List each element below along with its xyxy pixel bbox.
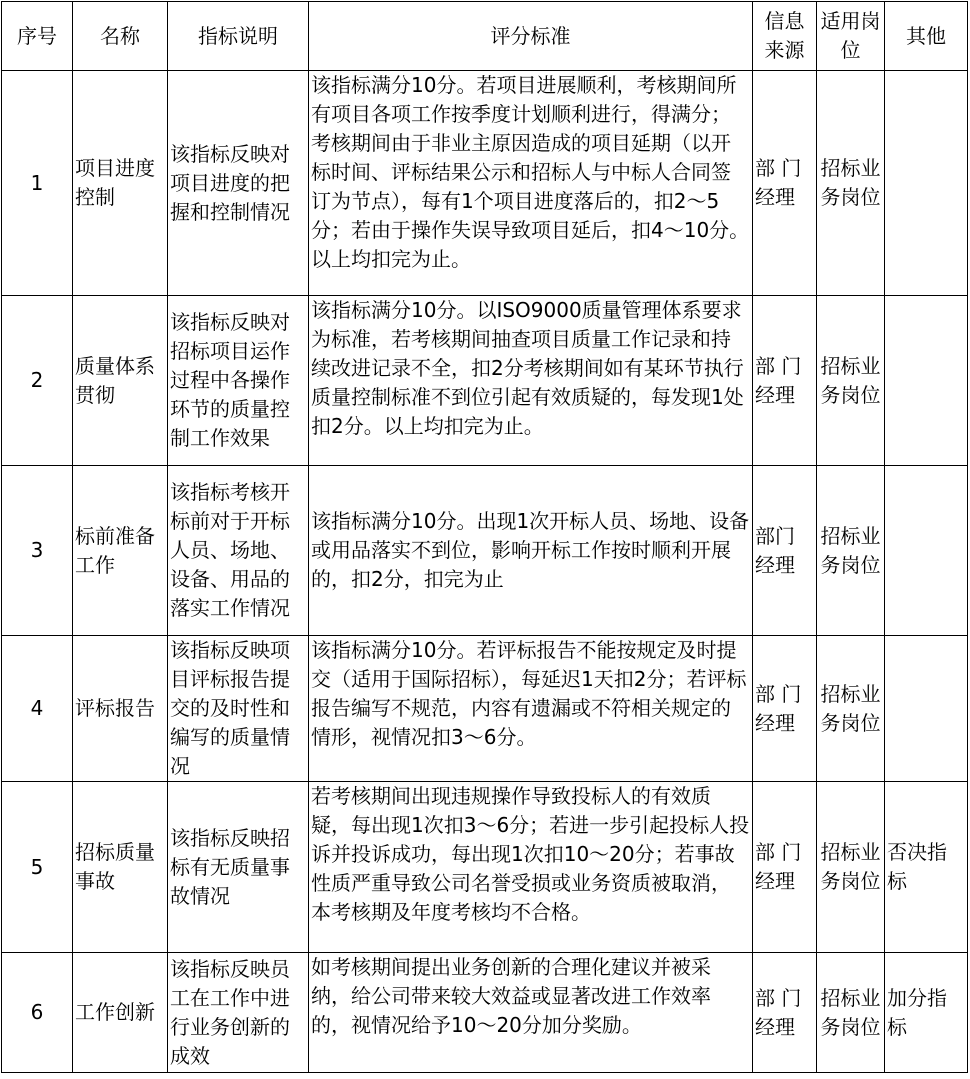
scoring-criteria: 该指标满分10分。以ISO9000质量管理体系要求为标准，若考核期间抽查项目质量工作记录和持续改进记录不全，扣2分考核期间如有某环节执行质量控制标准不到位引起有效质疑的，每发现1处扣2分。以上均扣完为止。 bbox=[309, 296, 753, 466]
header-row bbox=[2, 2, 968, 71]
applicable-post: 招标业务岗位 bbox=[817, 636, 885, 782]
other-note bbox=[885, 466, 968, 636]
row-number: 3 bbox=[2, 466, 73, 636]
indicator-name: 项目进度控制 bbox=[73, 71, 168, 296]
info-source: 部 门经理 bbox=[753, 71, 817, 296]
row-number: 4 bbox=[2, 636, 73, 782]
header-desc: 指标说明 bbox=[168, 2, 309, 71]
info-source: 部 门经理 bbox=[753, 782, 817, 953]
info-source: 部 门经理 bbox=[753, 636, 817, 782]
row-number: 5 bbox=[2, 782, 73, 953]
header-no: 序号 bbox=[2, 2, 73, 71]
kpi-table bbox=[1, 1, 968, 1073]
table-row bbox=[2, 636, 968, 782]
scoring-criteria: 该指标满分10分。若评标报告不能按规定及时提交（适用于国际招标），每延迟1天扣2分；若评标报告编写不规范，内容有遗漏或不符相关规定的情形，视情况扣3～6分。 bbox=[309, 636, 753, 782]
row-number: 6 bbox=[2, 953, 73, 1073]
scoring-criteria: 该指标满分10分。若项目进展顺利，考核期间所有项目各项工作按季度计划顺利进行，得满分；考核期间由于非业主原因造成的项目延期（以开标时间、评标结果公示和招标人与中标人合同签订为节点），每有1个项目进度落后的，扣2～5分；若由于操作失误导致项目延后，扣4～10分。以上均扣完为止。 bbox=[309, 71, 753, 296]
other-note: 加分指标 bbox=[885, 953, 968, 1073]
row-number: 1 bbox=[2, 71, 73, 296]
table-row bbox=[2, 296, 968, 466]
scoring-criteria: 如考核期间提出业务创新的合理化建议并被采纳，给公司带来较大效益或显著改进工作效率的，视情况给予10～20分加分奖励。 bbox=[309, 953, 753, 1073]
table-row bbox=[2, 782, 968, 953]
other-note bbox=[885, 636, 968, 782]
header-post: 适用岗位 bbox=[817, 2, 885, 71]
indicator-description: 该指标反映对招标项目运作过程中各操作环节的质量控制工作效果 bbox=[168, 296, 309, 466]
applicable-post: 招标业务岗位 bbox=[817, 296, 885, 466]
indicator-description: 该指标考核开标前对于开标人员、场地、设备、用品的落实工作情况 bbox=[168, 466, 309, 636]
info-source: 部 门经理 bbox=[753, 296, 817, 466]
indicator-name: 质量体系贯彻 bbox=[73, 296, 168, 466]
indicator-description: 该指标反映对项目进度的把握和控制情况 bbox=[168, 71, 309, 296]
info-source: 部门经理 bbox=[753, 466, 817, 636]
header-source: 信息来源 bbox=[753, 2, 817, 71]
indicator-description: 该指标反映员工在工作中进行业务创新的成效 bbox=[168, 953, 309, 1073]
scoring-criteria: 该指标满分10分。出现1次开标人员、场地、设备或用品落实不到位，影响开标工作按时顺利开展的，扣2分，扣完为止 bbox=[309, 466, 753, 636]
indicator-description: 该指标反映项目评标报告提交的及时性和编写的质量情况 bbox=[168, 636, 309, 782]
indicator-name: 招标质量事故 bbox=[73, 782, 168, 953]
table-row bbox=[2, 953, 968, 1073]
table-row bbox=[2, 71, 968, 296]
indicator-name: 评标报告 bbox=[73, 636, 168, 782]
other-note bbox=[885, 296, 968, 466]
table-row bbox=[2, 466, 968, 636]
header-other: 其他 bbox=[885, 2, 968, 71]
applicable-post: 招标业务岗位 bbox=[817, 466, 885, 636]
indicator-description: 该指标反映招标有无质量事故情况 bbox=[168, 782, 309, 953]
applicable-post: 招标业务岗位 bbox=[817, 71, 885, 296]
scoring-criteria: 若考核期间出现违规操作导致投标人的有效质疑，每出现1次扣3～6分；若进一步引起投标人投诉并投诉成功，每出现1次扣10～20分；若事故性质严重导致公司名誉受损或业务资质被取消，本考核期及年度考核均不合格。 bbox=[309, 782, 753, 953]
indicator-name: 工作创新 bbox=[73, 953, 168, 1073]
info-source: 部 门经理 bbox=[753, 953, 817, 1073]
row-number: 2 bbox=[2, 296, 73, 466]
indicator-name: 标前准备工作 bbox=[73, 466, 168, 636]
header-name: 名称 bbox=[73, 2, 168, 71]
other-note: 否决指标 bbox=[885, 782, 968, 953]
applicable-post: 招标业务岗位 bbox=[817, 782, 885, 953]
applicable-post: 招标业务岗位 bbox=[817, 953, 885, 1073]
other-note bbox=[885, 71, 968, 296]
header-criteria: 评分标准 bbox=[309, 2, 753, 71]
